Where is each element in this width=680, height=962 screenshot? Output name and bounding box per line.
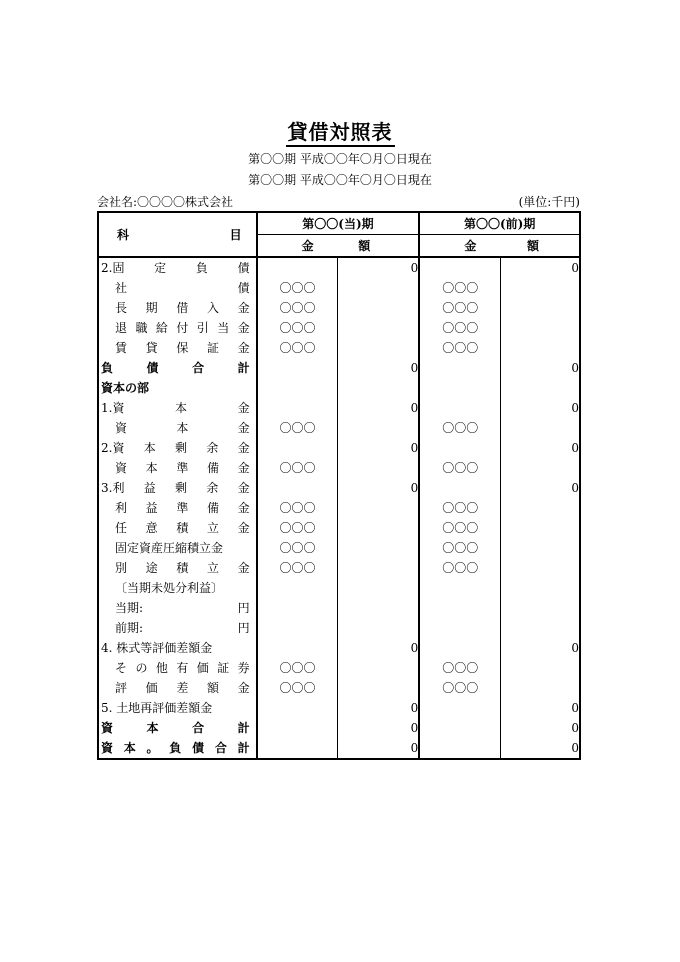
- row-label: [99, 258, 256, 278]
- row-label-part: 価: [145, 681, 158, 695]
- amount-header-char: 額: [358, 238, 371, 253]
- previous-detail-amount: [419, 578, 500, 598]
- table-body: [98, 257, 580, 759]
- row-label: [99, 358, 256, 378]
- previous-detail-amount: 〇〇〇: [419, 338, 500, 358]
- current-total-amount: [338, 338, 419, 358]
- row-label-part: 途: [145, 561, 158, 575]
- current-detail-amount: [257, 578, 338, 598]
- title-text: 貸借対照表: [286, 120, 395, 147]
- row-label-part: 意: [145, 521, 158, 535]
- row-label-part: 価: [196, 661, 209, 675]
- unit-label: (単位:千円): [518, 195, 580, 209]
- current-detail-amount: [257, 638, 338, 658]
- amount-header-char: 金: [301, 238, 314, 253]
- amount-header-char: 金: [464, 238, 477, 253]
- row-label-cell: [98, 538, 257, 558]
- current-total-amount: 0: [338, 398, 419, 418]
- current-total-amount: 0: [338, 438, 419, 458]
- previous-total-amount: 0: [571, 261, 579, 275]
- previous-detail-amount: [419, 598, 500, 618]
- row-label-cell: [98, 678, 257, 698]
- row-label-part: 定: [154, 261, 167, 275]
- row-label-part: 債: [192, 741, 205, 755]
- current-total-amount: [338, 318, 419, 338]
- current-detail-amount: 〇〇〇: [257, 458, 338, 478]
- current-total-amount: [338, 598, 419, 618]
- amount-header-char: 額: [526, 238, 539, 253]
- row-label: [99, 698, 256, 718]
- row-label: [99, 598, 256, 618]
- current-total-amount: 0: [338, 718, 419, 738]
- current-total-amount: 0: [338, 638, 419, 658]
- current-period-header: 第〇〇(当)期: [257, 212, 420, 235]
- row-label-part: 資: [101, 741, 114, 755]
- current-total-amount: [338, 498, 419, 518]
- table-row: [98, 538, 580, 558]
- row-label-part: 貸: [145, 341, 158, 355]
- row-label-cell: [98, 478, 257, 498]
- current-detail-amount: [257, 438, 338, 458]
- row-label-part: 積: [176, 521, 189, 535]
- row-label: [99, 738, 256, 758]
- row-label-part: 本: [145, 461, 158, 475]
- previous-total-amount: 0: [571, 481, 579, 495]
- row-label-part: 債: [146, 361, 159, 375]
- previous-total-amount: [501, 678, 580, 698]
- current-total-amount: [338, 618, 419, 638]
- row-label-part: 引: [196, 321, 209, 335]
- table-row: [98, 478, 580, 498]
- table-row: [98, 298, 580, 318]
- period-line-1: 第〇〇期 平成〇〇年〇月〇日現在: [248, 152, 432, 166]
- current-total-amount: 0: [338, 358, 419, 378]
- previous-detail-amount: 〇〇〇: [419, 518, 500, 538]
- row-label-cell: [98, 458, 257, 478]
- current-total-amount: 0: [338, 738, 419, 759]
- current-detail-amount: [257, 378, 338, 398]
- row-label-part: 賃: [115, 341, 128, 355]
- row-label-part: 2.固: [101, 261, 125, 275]
- previous-detail-amount: [419, 718, 500, 738]
- current-total-amount: [338, 538, 419, 558]
- current-detail-amount: 〇〇〇: [257, 338, 338, 358]
- previous-total-amount: [501, 298, 580, 318]
- row-label-part: 付: [176, 321, 189, 335]
- table-row: [98, 498, 580, 518]
- table-row: [98, 458, 580, 478]
- row-label-cell: [98, 658, 257, 678]
- current-total-amount: [338, 278, 419, 298]
- document-title: [0, 116, 680, 145]
- table-row: [98, 598, 580, 618]
- row-label-part: 。: [146, 741, 159, 755]
- row-label-part: 金: [237, 501, 250, 515]
- company-name: 会社名:〇〇〇〇株式会社: [97, 195, 234, 209]
- row-label-part: 金: [237, 561, 250, 575]
- previous-total-amount: [501, 558, 580, 578]
- row-label-part: 金: [237, 681, 250, 695]
- subject-header-char: 科: [117, 227, 130, 242]
- row-label-cell: [98, 338, 257, 358]
- row-label-part: 負: [101, 361, 114, 375]
- previous-amount-header: [419, 235, 580, 258]
- previous-total-amount: 0: [571, 641, 579, 655]
- row-label: [99, 458, 256, 478]
- current-total-amount: [338, 678, 419, 698]
- current-detail-amount: [257, 478, 338, 498]
- row-label-part: 金: [237, 481, 250, 495]
- row-label-cell: [98, 318, 257, 338]
- row-label-part: 入: [206, 301, 219, 315]
- current-total-amount: [338, 578, 419, 598]
- current-detail-amount: [257, 618, 338, 638]
- row-label-cell: [98, 598, 257, 618]
- previous-detail-amount: [419, 438, 500, 458]
- table-row: [98, 418, 580, 438]
- table-row: [98, 718, 580, 738]
- row-label-part: 計: [237, 741, 250, 755]
- row-label-part: 期: [145, 301, 158, 315]
- row-label-part: 合: [214, 741, 227, 755]
- current-detail-amount: [257, 598, 338, 618]
- previous-total-amount: 0: [571, 361, 579, 375]
- row-label-part: 立: [206, 521, 219, 535]
- row-label: [99, 318, 256, 338]
- current-total-amount: [338, 458, 419, 478]
- row-label-part: 金: [237, 461, 250, 475]
- period-line-2: 第〇〇期 平成〇〇年〇月〇日現在: [248, 173, 432, 187]
- row-label-part: 備: [206, 461, 219, 475]
- current-detail-amount: 〇〇〇: [257, 318, 338, 338]
- table-row: [98, 398, 580, 418]
- row-label-part: 金: [237, 301, 250, 315]
- current-total-amount: [338, 378, 419, 398]
- table-row: [98, 658, 580, 678]
- row-label: [99, 418, 256, 438]
- current-detail-amount: [257, 718, 338, 738]
- row-label: [99, 678, 256, 698]
- row-label-part: 積: [176, 561, 189, 575]
- row-label-part: 負: [169, 741, 182, 755]
- current-detail-amount: [257, 358, 338, 378]
- row-label-cell: [98, 738, 257, 759]
- table-row: [98, 338, 580, 358]
- row-label-part: 余: [206, 481, 219, 495]
- row-label-part: 本: [143, 441, 156, 455]
- row-label-part: 任: [115, 521, 128, 535]
- previous-total-amount: [501, 318, 580, 338]
- table-row: [98, 618, 580, 638]
- previous-total-amount: 0: [571, 701, 579, 715]
- row-label-part: 借: [176, 301, 189, 315]
- row-label-part: 長: [115, 301, 128, 315]
- row-label-part: 剰: [175, 481, 188, 495]
- row-label-part: 金: [237, 341, 250, 355]
- current-detail-amount: [257, 398, 338, 418]
- row-label-part: 証: [206, 341, 219, 355]
- previous-detail-amount: [419, 398, 500, 418]
- table-row: [98, 698, 580, 718]
- previous-total-amount: 0: [571, 721, 579, 735]
- row-label: [99, 278, 256, 298]
- row-label-part: 余: [206, 441, 219, 455]
- row-label-part: 金: [237, 321, 250, 335]
- row-label-cell: [98, 438, 257, 458]
- row-label-part: 保: [176, 341, 189, 355]
- previous-total-amount: [501, 458, 580, 478]
- row-label-part: 別: [115, 561, 128, 575]
- row-label-cell: [98, 558, 257, 578]
- table-row: [98, 518, 580, 538]
- current-total-amount: [338, 518, 419, 538]
- row-label-part: 円: [237, 621, 250, 635]
- row-label-cell: [98, 418, 257, 438]
- row-label-part: 益: [143, 481, 156, 495]
- row-label-part: 資本の部: [101, 381, 150, 395]
- current-detail-amount: [257, 738, 338, 759]
- previous-detail-amount: 〇〇〇: [419, 418, 500, 438]
- current-total-amount: [338, 298, 419, 318]
- row-label-part: 差: [176, 681, 189, 695]
- previous-total-amount: [501, 338, 580, 358]
- current-detail-amount: 〇〇〇: [257, 558, 338, 578]
- row-label-part: 固定資産圧縮積立金: [115, 541, 224, 555]
- row-label: [99, 558, 256, 578]
- row-label-cell: [98, 578, 257, 598]
- balance-sheet-table: [97, 211, 581, 760]
- previous-detail-amount: 〇〇〇: [419, 658, 500, 678]
- subject-header: [98, 212, 257, 257]
- previous-detail-amount: [419, 478, 500, 498]
- row-label-part: 債: [237, 261, 250, 275]
- previous-total-amount: [501, 578, 580, 598]
- row-label-part: 利: [115, 501, 128, 515]
- row-label-part: 1.資: [101, 401, 125, 415]
- row-label-part: 債: [237, 281, 250, 295]
- row-label-part: 立: [206, 561, 219, 575]
- row-label-part: 当: [217, 321, 230, 335]
- previous-detail-amount: [419, 378, 500, 398]
- row-label-cell: [98, 398, 257, 418]
- table-row: [98, 257, 580, 278]
- previous-total-amount: [501, 418, 580, 438]
- previous-detail-amount: 〇〇〇: [419, 558, 500, 578]
- previous-detail-amount: [419, 698, 500, 718]
- row-label: [99, 578, 256, 598]
- row-label-part: 本: [123, 741, 136, 755]
- row-label-part: 合: [192, 721, 205, 735]
- row-label: [99, 438, 256, 458]
- row-label-part: 資: [115, 461, 128, 475]
- previous-total-amount: [501, 498, 580, 518]
- row-label-part: 給: [155, 321, 168, 335]
- row-label-part: 他: [155, 661, 168, 675]
- row-label-part: 備: [206, 501, 219, 515]
- row-label-part: の: [135, 661, 148, 675]
- row-label-part: 益: [145, 501, 158, 515]
- row-label-cell: [98, 498, 257, 518]
- previous-detail-amount: [419, 618, 500, 638]
- row-label-part: 資: [101, 721, 114, 735]
- row-label-cell: [98, 638, 257, 658]
- table-row: [98, 278, 580, 298]
- row-label-part: 金: [237, 421, 250, 435]
- previous-period-header: 第〇〇(前)期: [419, 212, 580, 235]
- row-label-cell: [98, 718, 257, 738]
- current-detail-amount: [257, 257, 338, 278]
- row-label-part: 準: [176, 461, 189, 475]
- table-row: [98, 318, 580, 338]
- current-amount-header: [257, 235, 420, 258]
- row-label-part: 3.利: [101, 481, 125, 495]
- row-label: [99, 338, 256, 358]
- previous-detail-amount: 〇〇〇: [419, 538, 500, 558]
- table-row: [98, 578, 580, 598]
- previous-total-amount: [501, 518, 580, 538]
- row-label: [99, 718, 256, 738]
- previous-total-amount: [501, 618, 580, 638]
- table-row: [98, 558, 580, 578]
- table-row: [98, 738, 580, 759]
- table-row: [98, 678, 580, 698]
- row-label: [99, 478, 256, 498]
- previous-detail-amount: 〇〇〇: [419, 298, 500, 318]
- row-label: [99, 378, 256, 398]
- row-label-part: 証: [217, 661, 230, 675]
- row-label-cell: [98, 257, 257, 278]
- current-total-amount: 0: [338, 257, 419, 278]
- current-detail-amount: 〇〇〇: [257, 678, 338, 698]
- row-label-cell: [98, 298, 257, 318]
- current-total-amount: [338, 418, 419, 438]
- row-label-part: 円: [237, 601, 250, 615]
- row-label-part: 金: [237, 401, 250, 415]
- previous-detail-amount: [419, 638, 500, 658]
- previous-total-amount: [501, 598, 580, 618]
- previous-detail-amount: 〇〇〇: [419, 278, 500, 298]
- current-detail-amount: [257, 698, 338, 718]
- row-label-part: 2.資: [101, 441, 125, 455]
- table-row: [98, 358, 580, 378]
- row-label-cell: [98, 278, 257, 298]
- row-label-part: 4. 株式等評価差額金: [101, 641, 213, 655]
- row-label-part: 〔当期未処分利益〕: [115, 581, 224, 595]
- row-label: [99, 658, 256, 678]
- row-label-part: 本: [146, 721, 159, 735]
- row-label-cell: [98, 378, 257, 398]
- row-label-part: 計: [237, 721, 250, 735]
- current-detail-amount: 〇〇〇: [257, 278, 338, 298]
- row-label-part: 券: [237, 661, 250, 675]
- previous-detail-amount: [419, 358, 500, 378]
- row-label-part: 合: [192, 361, 205, 375]
- previous-detail-amount: 〇〇〇: [419, 318, 500, 338]
- row-label-part: 前期:: [115, 621, 144, 635]
- table-row: [98, 438, 580, 458]
- row-label-part: 額: [206, 681, 219, 695]
- row-label-part: 職: [135, 321, 148, 335]
- current-detail-amount: 〇〇〇: [257, 298, 338, 318]
- row-label-part: 準: [176, 501, 189, 515]
- current-detail-amount: 〇〇〇: [257, 658, 338, 678]
- previous-total-amount: [501, 538, 580, 558]
- row-label-part: 計: [237, 361, 250, 375]
- row-label: [99, 498, 256, 518]
- row-label-part: 資: [115, 421, 128, 435]
- current-detail-amount: 〇〇〇: [257, 498, 338, 518]
- row-label-part: 有: [176, 661, 189, 675]
- row-label-part: 金: [237, 441, 250, 455]
- row-label-cell: [98, 618, 257, 638]
- row-label: [99, 538, 256, 558]
- previous-total-amount: [501, 378, 580, 398]
- subject-header-char: 目: [229, 227, 242, 242]
- row-label: [99, 618, 256, 638]
- row-label-cell: [98, 358, 257, 378]
- row-label: [99, 638, 256, 658]
- table-row: [98, 378, 580, 398]
- previous-detail-amount: 〇〇〇: [419, 498, 500, 518]
- row-label: [99, 398, 256, 418]
- previous-total-amount: 0: [571, 741, 579, 755]
- previous-total-amount: [501, 278, 580, 298]
- row-label-part: 当期:: [115, 601, 144, 615]
- row-label-part: 負: [195, 261, 208, 275]
- header-row-1: [98, 212, 580, 235]
- row-label-cell: [98, 698, 257, 718]
- row-label-part: 社: [115, 281, 128, 295]
- current-detail-amount: 〇〇〇: [257, 538, 338, 558]
- previous-detail-amount: [419, 738, 500, 759]
- row-label-part: 5. 土地再評価差額金: [101, 701, 213, 715]
- current-detail-amount: 〇〇〇: [257, 518, 338, 538]
- row-label-part: 評: [115, 681, 128, 695]
- row-label-part: 本: [175, 401, 188, 415]
- current-detail-amount: 〇〇〇: [257, 418, 338, 438]
- row-label-part: 金: [237, 521, 250, 535]
- row-label: [99, 298, 256, 318]
- previous-detail-amount: [419, 257, 500, 278]
- current-total-amount: [338, 558, 419, 578]
- current-total-amount: 0: [338, 698, 419, 718]
- row-label-part: そ: [115, 661, 128, 675]
- row-label-part: 本: [176, 421, 189, 435]
- table-row: [98, 638, 580, 658]
- previous-total-amount: [501, 658, 580, 678]
- current-total-amount: [338, 658, 419, 678]
- row-label-part: 退: [115, 321, 128, 335]
- previous-detail-amount: 〇〇〇: [419, 458, 500, 478]
- current-total-amount: 0: [338, 478, 419, 498]
- previous-detail-amount: 〇〇〇: [419, 678, 500, 698]
- previous-total-amount: 0: [571, 441, 579, 455]
- previous-total-amount: 0: [571, 401, 579, 415]
- row-label-part: 剰: [175, 441, 188, 455]
- row-label: [99, 518, 256, 538]
- row-label-cell: [98, 518, 257, 538]
